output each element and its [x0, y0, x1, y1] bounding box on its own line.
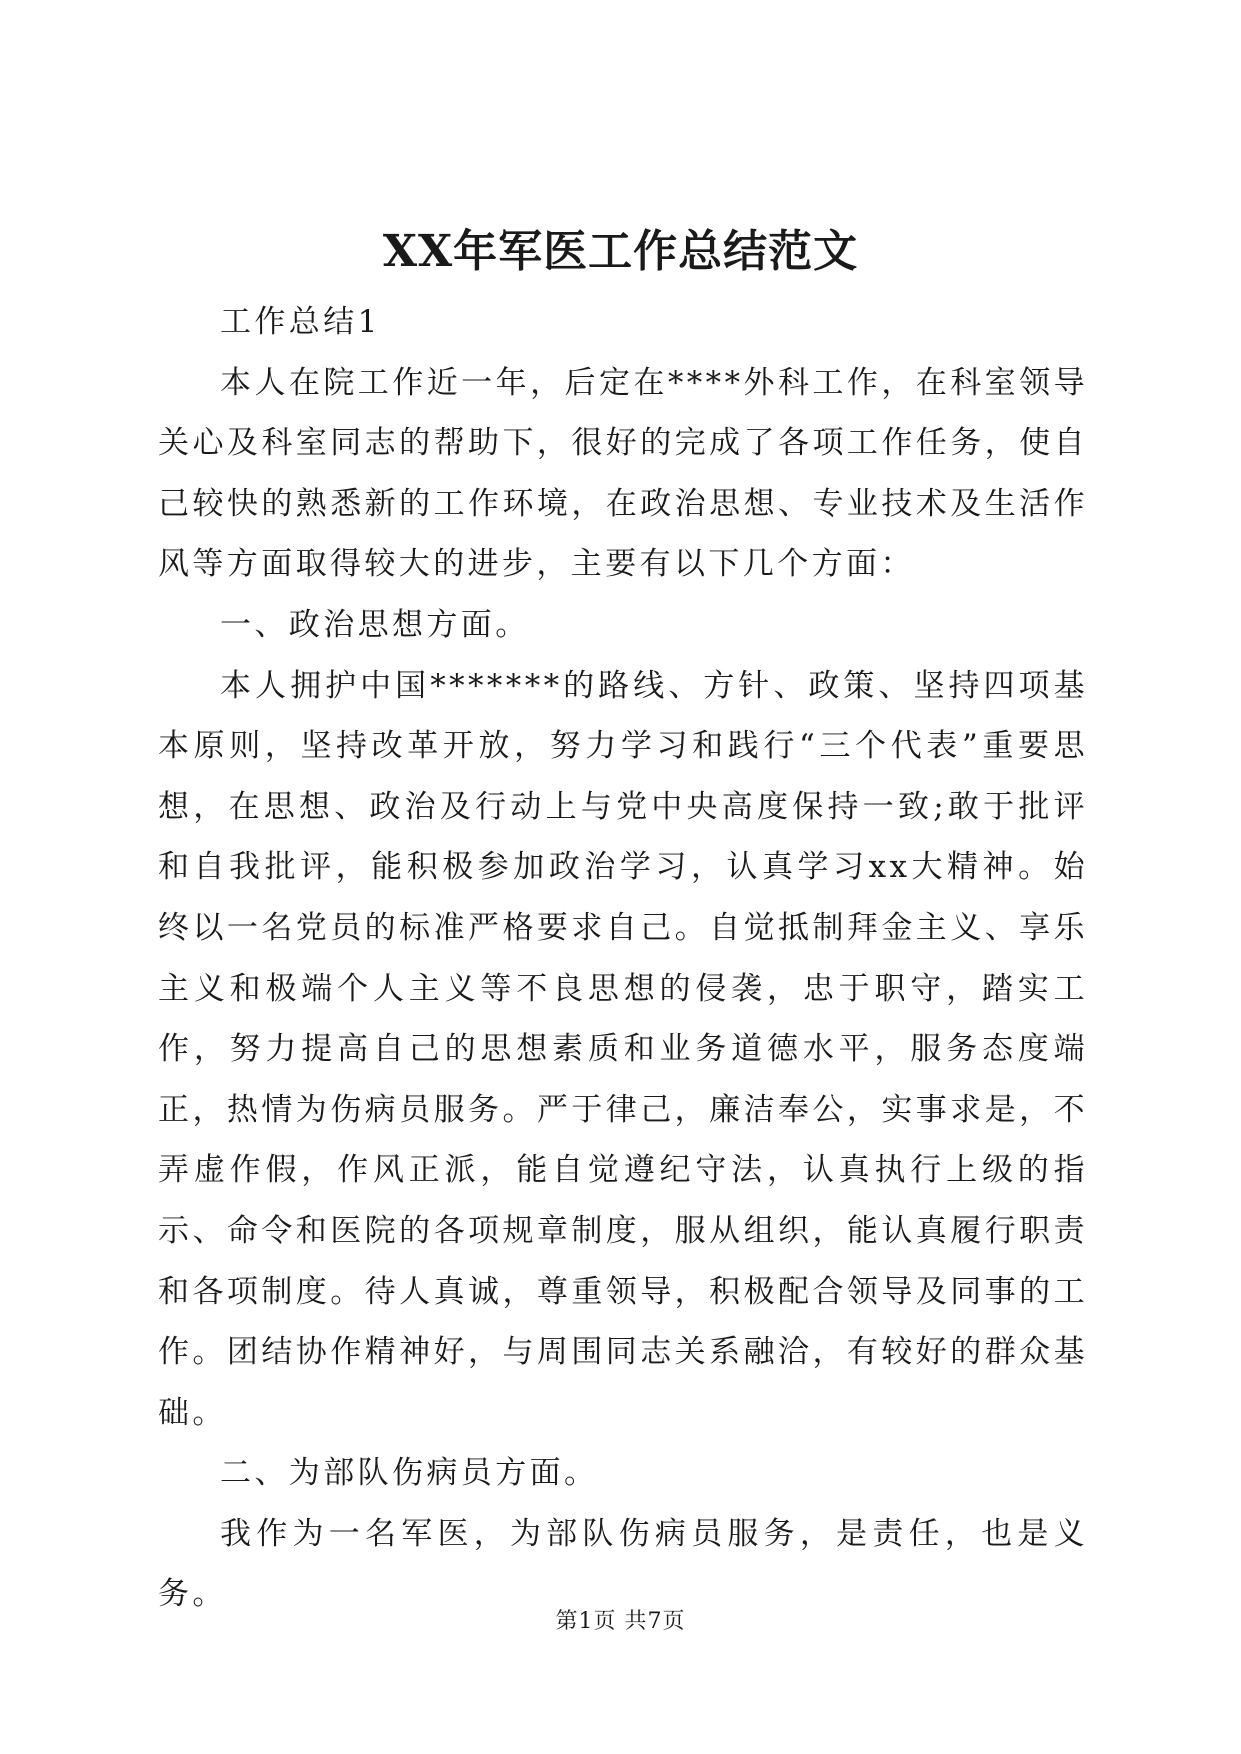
section-heading: 工作总结1	[220, 304, 381, 340]
page-footer: 第1页 共7页	[555, 1609, 686, 1634]
section-heading: 二、为部队伤病员方面。	[220, 1455, 599, 1492]
document-title: XX年军医工作总结范文	[382, 226, 859, 277]
body-paragraph: 本人在院工作近一年，后定在****外科工作，在科室领导关心及科室同志的帮助下，很好的完成了各项工作任务，使自己较快的熟悉新的工作环境，在政治思想、专业技术及生活作风等方面取得较大的进步，主要有以下几个方面：	[158, 364, 1088, 583]
document-body	[158, 292, 1088, 1625]
section-heading: 一、政治思想方面。	[220, 606, 530, 643]
body-paragraph: 我作为一名军医，为部队伤病员服务，是责任，也是义务。	[158, 1515, 1088, 1613]
body-paragraph: 本人拥护中国*******的路线、方针、政策、坚持四项基本原则，坚持改革开放，努力学习和践行“三个代表”重要思想，在思想、政治及行动上与党中央高度保持一致;敢于批评和自我批评，能积极参加政治学习，认真学习xx大精神。始终以一名党员的标准严格要求自己。自觉抵制拜金主义、享乐主义和极端个人主义等不良思想的侵袭，忠于职守，踏实工作，努力提高自己的思想素质和业务道德水平，服务态度端正，热情为伤病员服务。严于律己，廉洁奉公，实事求是，不弄虚作假，作风正派，能自觉遵纪守法，认真执行上级的指示、命令和医院的各项规章制度，服从组织，能认真履行职责和各项制度。待人真诚，尊重领导，积极配合领导及同事的工作。团结协作精神好，与周围同志关系融洽，有较好的群众基础。	[158, 667, 1088, 1431]
